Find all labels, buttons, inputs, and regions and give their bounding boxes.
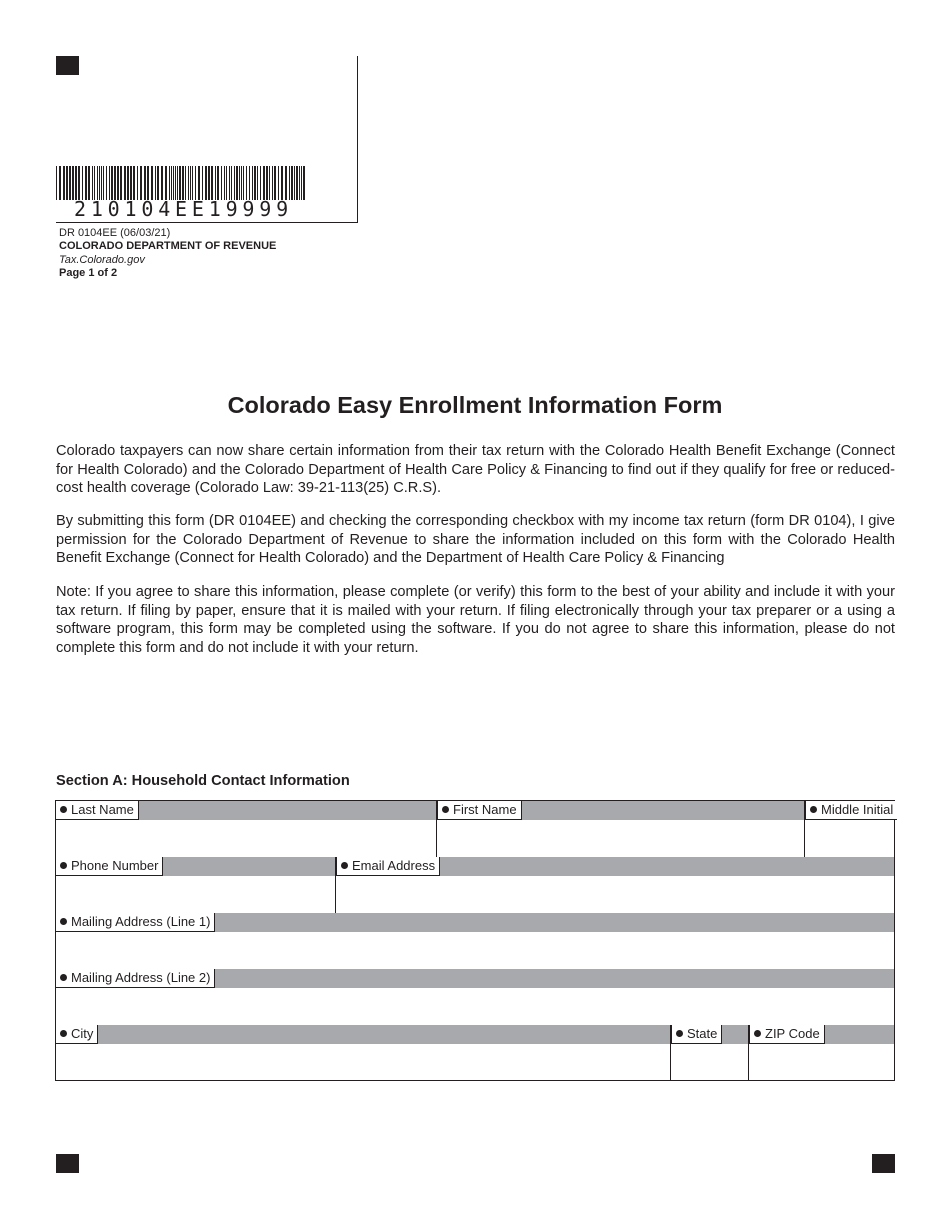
- registration-mark-bottom-right: [872, 1154, 895, 1173]
- bullet-icon: [60, 974, 67, 981]
- zip-header: [749, 1025, 894, 1044]
- middle-initial-input[interactable]: [805, 820, 894, 857]
- corner-rule-vertical: [357, 56, 358, 222]
- email-input[interactable]: [336, 876, 894, 913]
- bullet-icon: [442, 806, 449, 813]
- permission-paragraph: By submitting this form (DR 0104EE) and checking the corresponding checkbox with my income tax return (form DR 0104), I give permission for the Colorado Department of Revenue to share the information included on this form with the Colorado Health Benefit Exchange (Connect for Health Colorado) and the Department of Health Care Policy & Financing: [56, 513, 895, 566]
- divider: [335, 857, 336, 913]
- registration-mark-top-left: [56, 56, 79, 75]
- bullet-icon: [754, 1030, 761, 1037]
- divider: [748, 1025, 749, 1080]
- registration-mark-bottom-left: [56, 1154, 79, 1173]
- bullet-icon: [60, 862, 67, 869]
- last-name-label: Last Name: [56, 801, 139, 820]
- bullet-icon: [60, 1030, 67, 1037]
- email-header: [336, 857, 894, 876]
- section-a-title: Section A: Household Contact Information: [56, 773, 350, 789]
- first-name-header: [437, 801, 805, 820]
- barcode: [56, 166, 309, 200]
- phone-header: [56, 857, 336, 876]
- page-title: Colorado Easy Enrollment Information Form: [227, 392, 723, 418]
- bullet-icon: [60, 806, 67, 813]
- address1-header: [56, 913, 894, 932]
- bullet-icon: [676, 1030, 683, 1037]
- note-paragraph: Note: If you agree to share this information, please complete (or verify) this form to the best of your ability and include it with your tax return. If filing by paper, ensure that it is mailed with your return. If filing electronically through your tax preparer or a using a software program, this form may be completed using the software. If you do not agree to share this information, please do not complete this form and do not include it with your return.: [56, 584, 895, 656]
- divider: [670, 1025, 671, 1080]
- zip-label: ZIP Code: [749, 1025, 825, 1044]
- state-input[interactable]: [671, 1044, 749, 1080]
- address2-label: Mailing Address (Line 2): [56, 969, 215, 988]
- page-indicator: Page 1 of 2: [59, 266, 118, 279]
- address1-label: Mailing Address (Line 1): [56, 913, 215, 932]
- middle-initial-header: [805, 801, 894, 820]
- household-contact-form: [55, 800, 895, 1081]
- phone-label: Phone Number: [56, 857, 163, 876]
- middle-initial-label: Middle Initial: [805, 801, 897, 820]
- website: Tax.Colorado.gov: [59, 253, 145, 266]
- divider: [804, 801, 805, 857]
- first-name-input[interactable]: [437, 820, 805, 857]
- bullet-icon: [341, 862, 348, 869]
- phone-input[interactable]: [56, 876, 336, 913]
- department-name: COLORADO DEPARTMENT OF REVENUE: [59, 240, 277, 253]
- form-meta: [59, 227, 276, 280]
- zip-input[interactable]: [749, 1044, 894, 1080]
- divider: [436, 801, 437, 857]
- last-name-input[interactable]: [56, 820, 437, 857]
- city-label: City: [56, 1025, 98, 1044]
- city-input[interactable]: [56, 1044, 671, 1080]
- city-header: [56, 1025, 671, 1044]
- corner-rule-horizontal: [56, 222, 358, 223]
- intro-paragraph: Colorado taxpayers can now share certain information from their tax return with the Colorado Health Benefit Exchange (Connect for Health Colorado) and the Colorado Department of Health Care Policy & Financing to find out if they qualify for free or reduced-cost health coverage (Colorado Law: 39-21-113(25) C.R.S).: [56, 443, 895, 496]
- address1-input[interactable]: [56, 932, 894, 969]
- address2-header: [56, 969, 894, 988]
- state-header: [671, 1025, 749, 1044]
- bullet-icon: [60, 918, 67, 925]
- email-label: Email Address: [336, 857, 440, 876]
- address2-input[interactable]: [56, 988, 894, 1025]
- bullet-icon: [810, 806, 817, 813]
- form-id: DR 0104EE (06/03/21): [59, 227, 171, 239]
- first-name-label: First Name: [437, 801, 522, 820]
- barcode-number: 210104EE19999: [74, 197, 293, 221]
- state-label: State: [671, 1025, 722, 1044]
- last-name-header: [56, 801, 437, 820]
